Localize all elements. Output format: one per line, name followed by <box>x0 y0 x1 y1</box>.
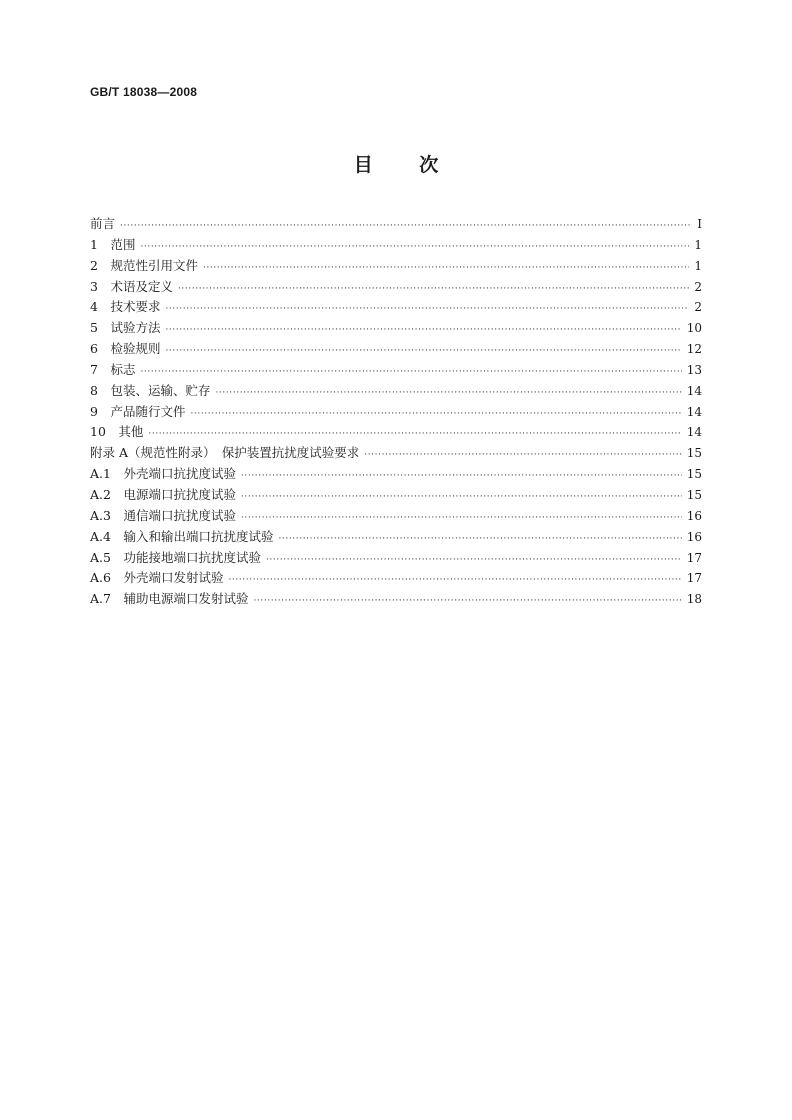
toc-entry-page: 16 <box>686 508 702 523</box>
toc-entry-page: 1 <box>694 237 702 252</box>
toc-entry-label: 10 其他 <box>90 424 144 440</box>
toc-leader-dots <box>165 341 681 362</box>
toc-entry[interactable] <box>90 297 702 318</box>
toc-entry-label: A.7 辅助电源端口发射试验 <box>90 591 249 607</box>
toc-entry[interactable] <box>90 589 702 610</box>
toc-entry[interactable] <box>90 277 702 298</box>
table-of-contents <box>90 214 702 610</box>
toc-entry-label: 7 标志 <box>90 361 136 377</box>
toc-entry-label: A.1 外壳端口抗扰度试验 <box>90 466 236 482</box>
toc-entry[interactable] <box>90 527 702 548</box>
toc-entry[interactable] <box>90 464 702 485</box>
toc-leader-dots <box>241 466 682 487</box>
toc-entry-label: 8 包装、运输、贮存 <box>90 382 211 398</box>
toc-entry-page: 15 <box>686 446 702 461</box>
toc-entry-label: 9 产品随行文件 <box>90 403 186 419</box>
toc-entry-page: 16 <box>686 529 702 544</box>
toc-entry[interactable] <box>90 360 702 381</box>
toc-leader-dots <box>241 487 682 508</box>
toc-entry-page: 13 <box>686 362 702 377</box>
toc-entry-label: 4 技术要求 <box>90 299 161 315</box>
toc-leader-dots <box>203 258 689 279</box>
toc-leader-dots <box>140 362 681 383</box>
toc-leader-dots <box>165 320 681 341</box>
toc-leader-dots <box>148 424 681 445</box>
toc-entry-page: 17 <box>686 550 702 565</box>
toc-entry[interactable] <box>90 485 702 506</box>
toc-entry[interactable] <box>90 256 702 277</box>
toc-leader-dots <box>165 299 689 320</box>
toc-entry-page: 1 <box>694 258 702 273</box>
toc-entry-page: 2 <box>694 279 702 294</box>
toc-entry-page: 14 <box>686 404 702 419</box>
toc-entry[interactable] <box>90 214 702 235</box>
toc-leader-dots <box>253 591 681 612</box>
toc-entry-page: 10 <box>686 321 702 336</box>
toc-entry-label: 3 术语及定义 <box>90 278 173 294</box>
toc-entry[interactable] <box>90 568 702 589</box>
toc-entry-page: 17 <box>686 571 702 586</box>
toc-entry-page: 2 <box>694 300 702 315</box>
toc-leader-dots <box>241 508 682 529</box>
toc-entry[interactable] <box>90 422 702 443</box>
toc-entry[interactable] <box>90 443 702 464</box>
toc-entry-label: A.6 外壳端口发射试验 <box>90 570 224 586</box>
toc-entry-label: 2 规范性引用文件 <box>90 257 198 273</box>
toc-entry-label: A.5 功能接地端口抗扰度试验 <box>90 549 261 565</box>
toc-entry-label: 6 检验规则 <box>90 341 161 357</box>
toc-leader-dots <box>228 570 681 591</box>
toc-entry[interactable] <box>90 381 702 402</box>
toc-entry[interactable] <box>90 235 702 256</box>
toc-leader-dots <box>278 529 681 550</box>
toc-entry[interactable] <box>90 339 702 360</box>
toc-entry-page: 12 <box>686 342 702 357</box>
toc-entry-label: 1 范围 <box>90 236 136 252</box>
toc-entry-label: 附录 A（规范性附录） 保护装置抗扰度试验要求 <box>90 445 360 461</box>
toc-leader-dots <box>266 550 682 571</box>
toc-entry[interactable] <box>90 402 702 423</box>
toc-entry-page: 14 <box>686 425 702 440</box>
toc-entry-label: 5 试验方法 <box>90 320 161 336</box>
toc-entry-page: 18 <box>686 592 702 607</box>
toc-leader-dots <box>120 216 692 237</box>
toc-entry-page: 15 <box>686 487 702 502</box>
page-title: 目 次 <box>353 154 439 176</box>
toc-entry-page: Ⅰ <box>697 217 702 231</box>
toc-entry-label: A.2 电源端口抗扰度试验 <box>90 486 236 502</box>
toc-entry-label: A.3 通信端口抗扰度试验 <box>90 507 236 523</box>
toc-leader-dots <box>178 279 689 300</box>
document-code: GB/T 18038—2008 <box>90 85 198 99</box>
toc-entry-page: 14 <box>686 383 702 398</box>
toc-entry-page: 15 <box>686 467 702 482</box>
toc-leader-dots <box>364 445 681 466</box>
toc-entry[interactable] <box>90 548 702 569</box>
toc-entry-label: 前言 <box>90 216 116 231</box>
toc-leader-dots <box>190 404 681 425</box>
toc-entry[interactable] <box>90 506 702 527</box>
toc-leader-dots <box>140 237 689 258</box>
toc-entry-label: A.4 输入和输出端口抗扰度试验 <box>90 528 274 544</box>
toc-entry[interactable] <box>90 318 702 339</box>
toc-leader-dots <box>215 383 681 404</box>
